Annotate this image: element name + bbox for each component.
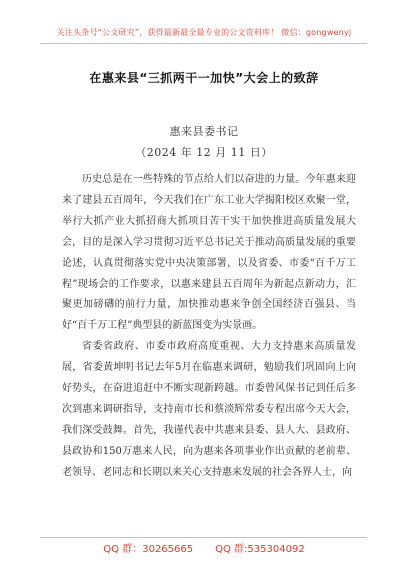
footer-divider	[40, 537, 367, 538]
document-title: 在惠来县“三抓两干一加快”大会上的致辞	[89, 71, 319, 85]
footer-qq-group-1: QQ 群：30265665	[103, 544, 194, 555]
footer-contact	[0, 540, 408, 555]
document-author: 惠来县委书记	[169, 125, 239, 138]
header-promo-note: 关注头条号“公文研究”，获得最新最全最专业的公文资料库！ 微信：gongwenyj	[56, 28, 352, 37]
body-paragraph-2: 省委省政府、市委市政府高度重视、大力支持惠来高质量发展，省委黄坤明书记去年5月在临惠来调研，勉励我们巩固向上向好势头，在奋进追赶中不断实现新跨越。市委曾风保书记到任后多次到惠来调研指导，支持南市长和蔡淡辉常委专程出席今天大会，我们深受鼓舞。首先，我谨代表中共惠来县委、县人大、县政府、县政协和150万惠来人民，向为惠来各项事业作出贡献的老前辈、老领导、老同志和长期以来关心支持惠来发展的社会各界人士，向	[62, 341, 356, 478]
document-body	[62, 170, 356, 484]
body-paragraph-1: 历史总是在一些特殊的节点给人们以奋进的力量。今年惠来迎来了建县五百周年，今天我们在广东工业大学揭阳校区欢聚一堂，举行大抓产业大抓招商大抓项目苦干实干加快推进高质量发展大会，目的是深入学习贯彻习近平总书记关于推动高质量发展的重要论述，认真贯彻落实党中央决策部署，以及省委、市委“百千万工程”现场会的工作要求，以惠来建县五百周年为新起点新动力，汇聚更加磅礴的前行力量，加快推动惠来争创全国经济百强县、当好“百千万工程”典型县的新蓝图变为实景画。	[62, 174, 356, 332]
header-divider	[40, 43, 367, 44]
footer-qq-group-2: QQ 群:535304092	[215, 544, 305, 555]
document-date: （2024 年 12 月 11 日）	[135, 146, 273, 159]
